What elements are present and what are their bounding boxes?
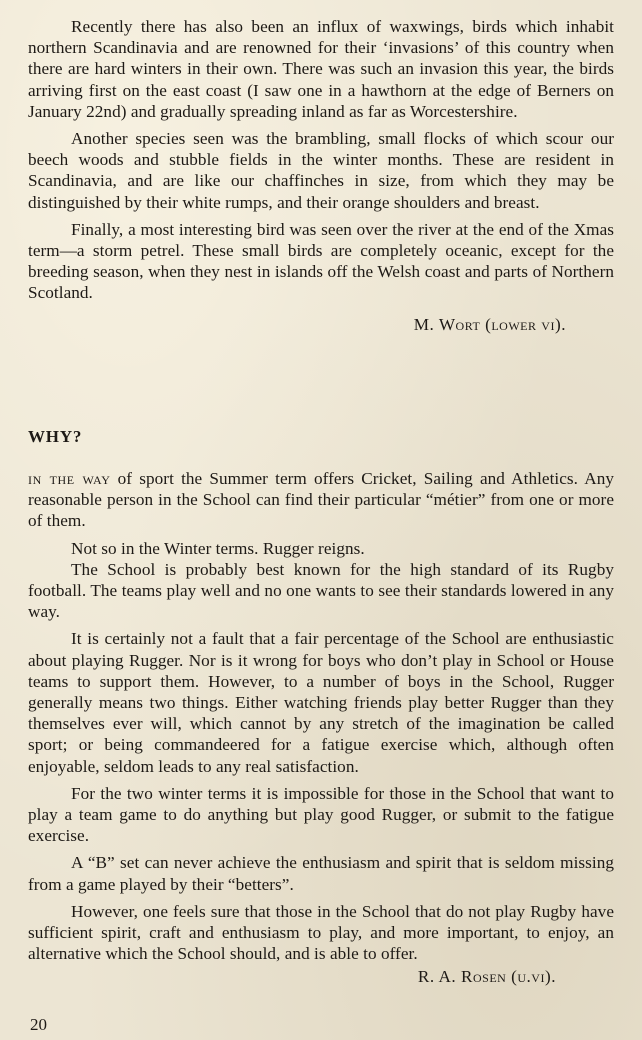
paragraph-two-winter-terms: For the two winter terms it is impossible for those in the School that want to play a team game to do anything but play good Rugger, or submit to the fatigue exercise.: [28, 783, 614, 846]
article-why: [28, 426, 614, 988]
paragraph-winter-terms: Not so in the Winter terms. Rugger reigns.: [71, 538, 365, 558]
paragraph-waxwings: Recently there has also been an influx of waxwings, birds which inhabit northern Scandinavia and are renowned for their ‘invasions’ of this country when there are hard winters in their own. There was such an invasion this year, the birds arriving first on the east coast (I saw one in a hawthorn at the edge of Berners on January 22nd) and gradually spreading inland as far as Worcestershire.: [28, 17, 614, 121]
paragraph-intro-rest: of sport the Summer term offers Cricket, Sailing and Athletics. Any reasonable person in the School can find their particular “métier” from one or more of them.: [28, 469, 614, 531]
article-bird-notes: [28, 16, 614, 335]
page-number: 20: [30, 1015, 47, 1034]
lead-in-small-caps: in the way: [28, 469, 111, 488]
signature-wort: M. Wort (lower vi).: [413, 314, 566, 334]
paragraph-storm-petrel: Finally, a most interesting bird was seen over the river at the end of the Xmas term—a storm petrel. These small birds are completely oceanic, except for the breeding season, when they nest in islands off the Welsh coast and parts of Northern Scotland.: [28, 219, 614, 303]
paragraph-brambling: Another species seen was the brambling, small flocks of which scour our beech woods and stubble fields in the winter months. These are resident in Scandinavia, and are like our chaffinches in size, from which they may be distinguished by their white rumps, and their orange shoulders and breast.: [28, 129, 614, 212]
paragraph-enthusiasm: It is certainly not a fault that a fair percentage of the School are enthusiastic about playing Rugger. Nor is it wrong for boys who don’t play in School or House teams to support them. However, to a number of boys in the School, Rugger generally means two things. Either watching friends play better Rugger than they themselves ever will, which cannot by any stretch of the imagination be called sport; or being commandeered for a fatigue exercise which, although often enjoyable, seldom leads to any real satisfaction.: [28, 629, 614, 776]
paragraph-b-set: A “B” set can never achieve the enthusiasm and spirit that is seldom missing from a game played by their “betters”.: [28, 853, 614, 894]
signature-rosen: R. A. Rosen (u.vi).: [417, 967, 556, 987]
paragraph-rugby-standard: The School is probably best known for the high standard of its Rugby football. The teams play well and no one wants to see their standards lowered in any way.: [28, 559, 614, 622]
article-heading: WHY?: [28, 427, 83, 446]
paragraph-alternative: However, one feels sure that those in the School that do not play Rugby have sufficient spirit, craft and enthusiasm to play, and more important, to enjoy, an alternative which the School should, and is able to offer.: [28, 901, 614, 964]
paragraph-intro: [28, 468, 614, 532]
